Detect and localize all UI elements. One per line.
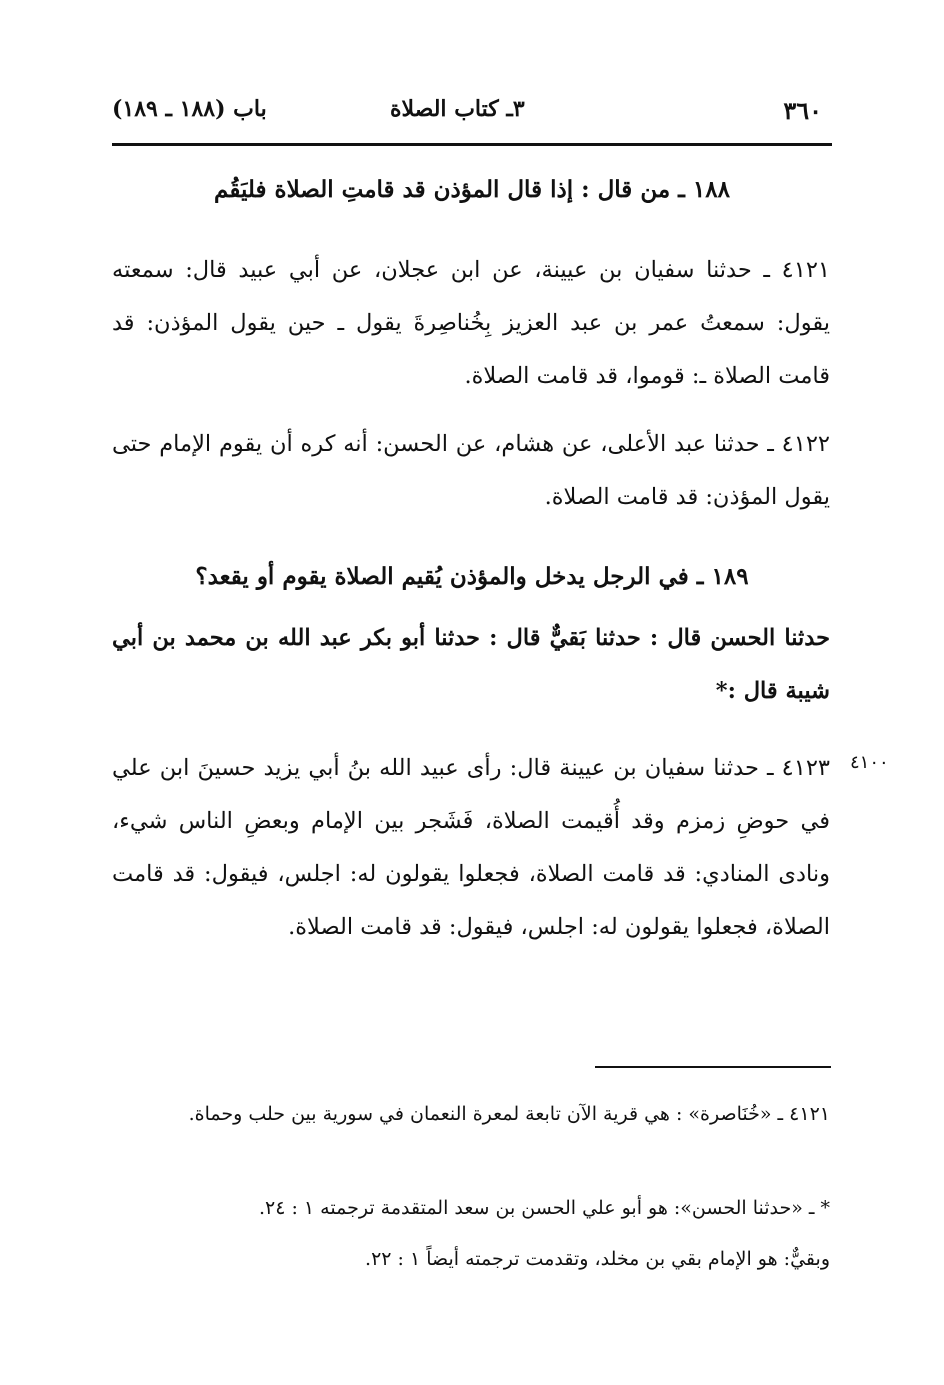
footnote-star: * ـ «حدثنا الحسن»: هو أبو علي الحسن بن سعد المتقدمة ترجمته ١ : ٢٤. <box>258 1197 830 1219</box>
chapter-188-title: ١٨٨ ـ من قال : إذا قال المؤذن قد قامتِ الصلاة فليَقُم <box>214 176 730 203</box>
footnote-rule <box>595 1066 831 1068</box>
margin-reference-number: ٤١٠٠ <box>850 752 889 773</box>
page-number: ٣٦٠ <box>783 96 822 125</box>
hadith-4121: ٤١٢١ ـ حدثنا سفيان بن عيينة، عن ابن عجلان، عن أبي عبيد قال: سمعته يقول: سمعتُ عمر بن عبد العزيز بِخُناصِرةَ يقول ـ حين يقول المؤذن: قد قامت الصلاة ـ: قوموا، قد قامت الصلاة. <box>112 257 830 389</box>
chapter-189-title: ١٨٩ ـ في الرجل يدخل والمؤذن يُقيم الصلاة يقوم أو يقعد؟ <box>195 563 749 590</box>
hadith-4123: ٤١٢٣ ـ حدثنا سفيان بن عيينة قال: رأى عبيد الله بنُ أبي يزيد حسينَ ابن علي في حوضِ زمزم وقد أُقيمت الصلاة، فَشَجر بين الإمام وبعضِ الناس شيء، ونادى المنادي: قد قامت الصلاة، فجعلوا يقولون له: اجلس، فيقول: قد قامت الصلاة، فجعلوا يقولون له: اجلس، فيقول: قد قامت الصلاة. <box>112 755 830 940</box>
book-title: ٣ـ كتاب الصلاة <box>390 96 525 122</box>
chapter-range: باب (١٨٨ ـ ١٨٩) <box>112 96 267 122</box>
hadith-4122: ٤١٢٢ ـ حدثنا عبد الأعلى، عن هشام، عن الحسن: أنه كره أن يقوم الإمام حتى يقول المؤذن: قد قامت الصلاة. <box>112 431 830 510</box>
running-header <box>112 92 832 132</box>
header-rule <box>112 143 832 146</box>
footnote-4121: ٤١٢١ ـ «خُنَاصرة» : هي قرية الآن تابعة لمعرة النعمان في سورية بين حلب وحماة. <box>188 1103 830 1125</box>
footnote-baqi: وبقيٌّ: هو الإمام بقي بن مخلد، وتقدمت ترجمته أيضاً ١ : ٢٢. <box>365 1248 830 1270</box>
chapter-189-isnad: حدثنا الحسن قال : حدثنا بَقيٌّ قال : حدثنا أبو بكر عبد الله بن محمد بن أبي شيبة قال :* <box>112 625 830 704</box>
